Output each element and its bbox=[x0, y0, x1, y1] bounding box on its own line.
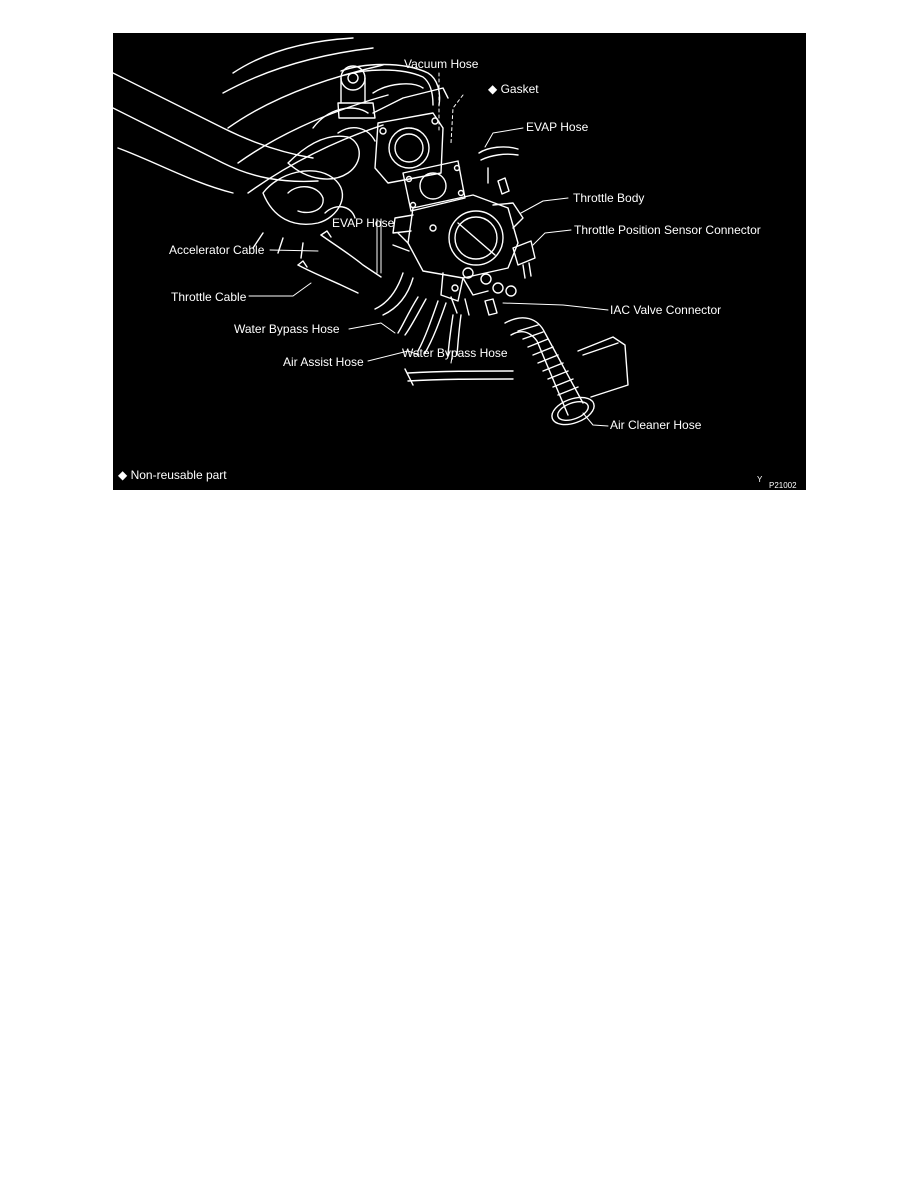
label-air-assist-hose: Air Assist Hose bbox=[283, 355, 364, 369]
label-water-bypass-hose-right: Water Bypass Hose bbox=[402, 346, 508, 360]
legend-text: Non-reusable part bbox=[130, 468, 227, 482]
figure-code: P21002 bbox=[769, 481, 797, 490]
exploded-diagram bbox=[113, 33, 806, 490]
air-cleaner-hose-drawing bbox=[405, 318, 628, 430]
label-evap-hose-left: EVAP Hose bbox=[332, 216, 395, 230]
evap-hose-upper-drawing bbox=[479, 147, 518, 153]
label-iac-valve-connector: IAC Valve Connector bbox=[610, 303, 722, 317]
tps-connector-drawing bbox=[513, 241, 535, 278]
label-tps-connector: Throttle Position Sensor Connector bbox=[574, 223, 761, 237]
iac-connector-drawing bbox=[485, 299, 497, 315]
legend-diamond-icon: ◆ bbox=[118, 468, 128, 482]
label-evap-hose-upper: EVAP Hose bbox=[526, 120, 589, 134]
throttle-body-drawing bbox=[393, 195, 523, 301]
label-throttle-body: Throttle Body bbox=[573, 191, 645, 205]
diagram-artwork bbox=[113, 33, 806, 490]
label-throttle-cable: Throttle Cable bbox=[171, 290, 247, 304]
label-gasket-text: Gasket bbox=[500, 82, 539, 96]
water-bypass-hose-left-drawing bbox=[398, 297, 418, 333]
non-reusable-diamond-icon: ◆ bbox=[488, 82, 498, 96]
label-accelerator-cable: Accelerator Cable bbox=[169, 243, 265, 257]
accelerator-cable-drawing bbox=[321, 235, 381, 277]
legend bbox=[118, 468, 227, 482]
label-water-bypass-hose-left: Water Bypass Hose bbox=[234, 322, 340, 336]
label-air-cleaner-hose: Air Cleaner Hose bbox=[610, 418, 702, 432]
evap-hose-left-drawing bbox=[383, 278, 413, 315]
label-gasket bbox=[488, 82, 539, 96]
label-vacuum-hose: Vacuum Hose bbox=[404, 57, 479, 71]
throttle-cable-drawing bbox=[298, 265, 358, 293]
corner-mark: Y bbox=[757, 475, 763, 484]
